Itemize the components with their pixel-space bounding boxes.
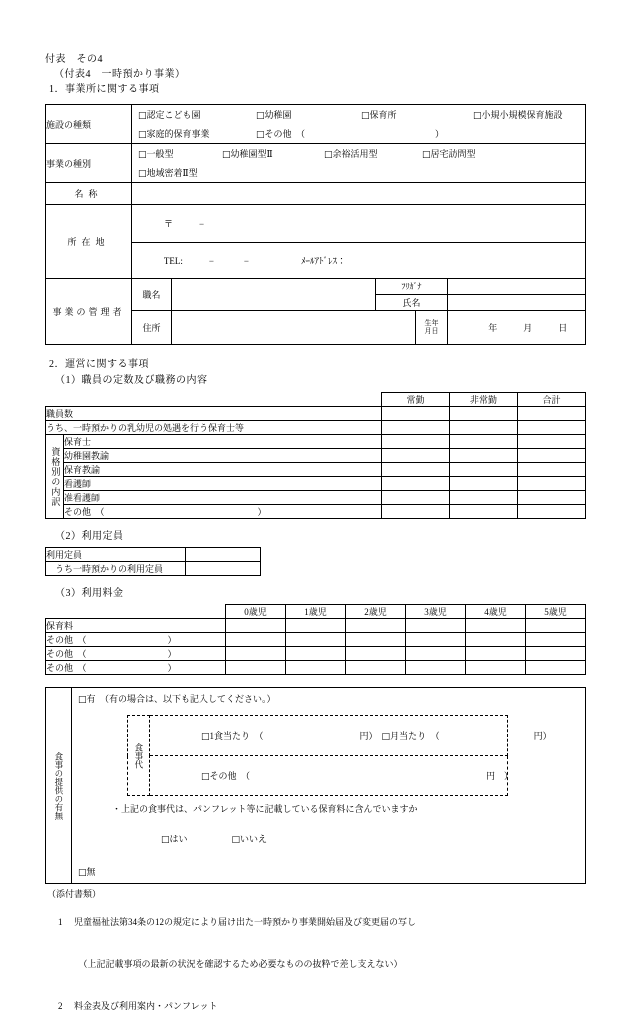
breakdown-label-kangoshi: 看護師 — [64, 477, 382, 491]
section-2-sub-3: （3）利用料金 — [55, 588, 124, 599]
breakdown-cell-parttime[interactable] — [450, 435, 518, 449]
checkbox-business-kyotakuhoumon[interactable]: □居宅訪問型 — [422, 149, 476, 160]
table-row — [46, 505, 586, 519]
manager-label: 事業の管理者 — [46, 279, 132, 345]
table-row — [46, 491, 586, 505]
checkbox-icon: □ — [422, 150, 431, 160]
birth-date-label: 生年 月日 — [416, 311, 448, 345]
checkbox-facility-hoikusho[interactable]: □保育所 — [361, 110, 397, 121]
meal-vertical-label: 食事の提供の有無 — [46, 688, 72, 884]
attachment-item-2 — [45, 985, 585, 1027]
meal-fee-vertical-label: 食事代 — [128, 716, 150, 796]
breakdown-cell-total[interactable] — [518, 491, 586, 505]
meal-fee-other-cell — [150, 756, 514, 796]
fee-cell-age3[interactable] — [406, 647, 466, 661]
fee-cell-age0[interactable] — [226, 633, 286, 647]
postal-mark: 〒 — [164, 219, 174, 229]
breakdown-cell-total[interactable] — [518, 435, 586, 449]
staff-table — [45, 392, 586, 519]
fee-cell-age4[interactable] — [466, 619, 526, 633]
checkbox-icon: □ — [361, 111, 370, 121]
fee-col-age3: 3歳児 — [406, 605, 466, 619]
section-2-sub-1: （1）職員の定数及び職務の内容 — [55, 375, 208, 386]
table-row — [46, 548, 261, 562]
fee-cell-age5[interactable] — [526, 633, 586, 647]
fee-col-age0: 0歳児 — [226, 605, 286, 619]
fee-cell-age3[interactable] — [406, 661, 466, 675]
fee-cell-age1[interactable] — [286, 619, 346, 633]
checkbox-facility-kateiteki[interactable]: □家庭的保育事業 — [138, 129, 210, 140]
meal-fee-other-unit: 円 ） — [486, 771, 514, 781]
checkbox-business-yoyuukatsuyou[interactable]: □余裕活用型 — [324, 149, 378, 160]
fee-cell-age0[interactable] — [226, 661, 286, 675]
fee-cell-age2[interactable] — [346, 619, 406, 633]
table-row — [46, 421, 586, 435]
fee-cell-age0[interactable] — [226, 619, 286, 633]
staff-cell-parttime[interactable] — [450, 407, 518, 421]
name-label: 名称 — [46, 183, 132, 205]
meal-fee-inner-table — [127, 715, 552, 796]
table-row-manager-postname — [46, 279, 586, 295]
staff-table-header-row — [46, 393, 586, 407]
per-meal-unit: 円） — [359, 731, 378, 741]
form-header-line1: 付表 その4 — [45, 54, 103, 65]
fee-row-label-other-2: その他 （ ） — [46, 647, 226, 661]
checkbox-icon: □ — [138, 169, 147, 179]
breakdown-cell-total[interactable] — [518, 505, 586, 519]
breakdown-cell-parttime[interactable] — [450, 463, 518, 477]
staff-col-total: 合計 — [518, 393, 586, 407]
furigana-value[interactable] — [448, 279, 586, 295]
staff-cell-fulltime[interactable] — [382, 407, 450, 421]
postal-dash: − — [199, 219, 205, 229]
mail-label: ﾒｰﾙｱﾄﾞﾚｽ： — [301, 256, 347, 266]
staff-cell-parttime[interactable] — [450, 421, 518, 435]
fee-cell-age2[interactable] — [346, 633, 406, 647]
fee-cell-age3[interactable] — [406, 619, 466, 633]
checkbox-icon: □ — [473, 111, 482, 121]
capacity-value-total[interactable] — [186, 548, 261, 562]
attachment-item-1-note — [45, 943, 585, 985]
breakdown-cell-total[interactable] — [518, 477, 586, 491]
breakdown-cell-fulltime[interactable] — [382, 435, 450, 449]
birth-date-value[interactable] — [448, 311, 586, 345]
breakdown-cell-fulltime[interactable] — [382, 491, 450, 505]
table-row — [46, 477, 586, 491]
checkbox-icon: □ — [324, 150, 333, 160]
post-name-value[interactable] — [172, 279, 376, 311]
breakdown-cell-fulltime[interactable] — [382, 505, 450, 519]
capacity-table — [45, 547, 261, 576]
checkbox-icon: □ — [222, 150, 231, 160]
facility-info-table — [45, 104, 586, 345]
attachment-text-2: 料金表及び利用案内・パンフレット — [74, 1001, 218, 1011]
checkbox-facility-shokibo[interactable]: □小規小規模保育施設 — [473, 110, 563, 121]
facility-other-close-paren: ） — [435, 129, 445, 139]
checkbox-meal-no[interactable]: □無 — [78, 867, 96, 878]
table-row — [46, 647, 586, 661]
checkbox-business-youchien2[interactable]: □幼稚園型Ⅱ — [222, 149, 273, 160]
fee-row-label-hoikuryou: 保育料 — [46, 619, 226, 633]
table-row-facility-type — [46, 105, 586, 125]
table-row-address — [46, 205, 586, 243]
table-row — [46, 661, 586, 675]
capacity-label-temporary: うち一時預かりの利用定員 — [46, 562, 186, 576]
fee-table — [45, 604, 586, 675]
checkbox-icon: □ — [78, 695, 87, 705]
staff-cell-total[interactable] — [518, 421, 586, 435]
breakdown-cell-fulltime[interactable] — [382, 449, 450, 463]
fee-cell-age4[interactable] — [466, 647, 526, 661]
meal-provision-table — [45, 687, 586, 884]
staff-cell-fulltime[interactable] — [382, 421, 450, 435]
section-2-sub-2: （2）利用定員 — [55, 531, 124, 542]
checkbox-facility-youchien[interactable]: □幼稚園 — [256, 110, 292, 121]
fee-cell-age5[interactable] — [526, 619, 586, 633]
breakdown-cell-parttime[interactable] — [450, 505, 518, 519]
capacity-label-total: 利用定員 — [46, 548, 186, 562]
address-value-cell[interactable] — [132, 205, 586, 243]
fee-row-label-other-1: その他 （ ） — [46, 633, 226, 647]
checkbox-icon: □ — [201, 732, 210, 742]
table-row — [46, 407, 586, 421]
name-value[interactable] — [132, 183, 586, 205]
breakdown-cell-total[interactable] — [518, 463, 586, 477]
fee-cell-age5[interactable] — [526, 661, 586, 675]
breakdown-label-other: その他 （ ） — [64, 505, 382, 519]
birth-month-unit: 月 — [523, 323, 533, 333]
breakdown-cell-parttime[interactable] — [450, 477, 518, 491]
business-type-options-row2-cell — [132, 163, 586, 183]
name-kanji-value[interactable] — [448, 295, 586, 311]
table-row — [46, 619, 586, 633]
table-row — [46, 633, 586, 647]
staff-cell-total[interactable] — [518, 407, 586, 421]
section-2-title: 2．運営に関する事項 — [49, 359, 149, 370]
meal-included-choice-group — [72, 815, 585, 861]
breakdown-cell-fulltime[interactable] — [382, 463, 450, 477]
fee-col-age2: 2歳児 — [346, 605, 406, 619]
staff-col-fulltime: 常勤 — [382, 393, 450, 407]
checkbox-icon: □ — [138, 130, 147, 140]
fee-cell-age0[interactable] — [226, 647, 286, 661]
name-kanji-label: 氏名 — [376, 295, 448, 311]
fee-cell-age2[interactable] — [346, 647, 406, 661]
address-label: 所在地 — [46, 205, 132, 279]
table-row — [46, 562, 261, 576]
table-row-name — [46, 183, 586, 205]
checkbox-business-chiikimicchaku2[interactable]: □地域密着Ⅱ型 — [138, 168, 198, 179]
facility-type-options-row2-cell — [132, 124, 586, 144]
breakdown-label-youchien-kyouyu: 幼稚園教諭 — [64, 449, 382, 463]
checkbox-icon: □ — [256, 111, 265, 121]
checkbox-facility-ninteikodomoen[interactable]: □認定こども園 — [138, 110, 201, 121]
table-row — [46, 449, 586, 463]
fee-row-label-other-3: その他 （ ） — [46, 661, 226, 675]
staff-col-parttime: 非常勤 — [450, 393, 518, 407]
business-type-label: 事業の種別 — [46, 144, 132, 183]
checkbox-icon: □ — [201, 772, 210, 782]
meal-fee-per-meal-cell — [150, 716, 552, 756]
fee-cell-age1[interactable] — [286, 647, 346, 661]
meal-fee-row-2 — [128, 756, 508, 796]
tel-mail-cell[interactable] — [132, 243, 586, 279]
residence-value[interactable] — [172, 311, 416, 345]
fee-cell-age1[interactable] — [286, 633, 346, 647]
attachment-text-1: 児童福祉法第34条の12の規定により届け出た一時預かり事業開始届及び変更届の写し — [74, 917, 417, 927]
table-row-business-type — [46, 144, 586, 164]
fee-cell-age2[interactable] — [346, 661, 406, 675]
breakdown-label-hoikushi: 保育士 — [64, 435, 382, 449]
facility-type-options-row1-cell — [132, 105, 586, 125]
tel-dash-2: − — [243, 256, 249, 266]
tel-label: TEL: — [163, 256, 183, 266]
checkbox-icon: □ — [381, 732, 391, 742]
breakdown-cell-parttime[interactable] — [450, 449, 518, 463]
business-type-options-row1-cell — [132, 144, 586, 164]
checkbox-icon: □ — [138, 111, 147, 121]
checkbox-meal-included-no[interactable]: □いいえ — [231, 834, 268, 845]
fee-cell-age5[interactable] — [526, 647, 586, 661]
breakdown-cell-parttime[interactable] — [450, 491, 518, 505]
form-header-line2: （付表4 一時預かり事業） — [54, 69, 186, 80]
breakdown-vertical-label: 資格別の内訳 — [46, 435, 64, 519]
per-month-unit: 円） — [533, 731, 552, 741]
tel-dash-1: − — [208, 256, 214, 266]
meal-content-cell — [72, 688, 586, 884]
furigana-label: ﾌﾘｶﾞﾅ — [376, 279, 448, 295]
meal-fee-row-1 — [128, 716, 508, 756]
attachment-item-1 — [45, 901, 585, 943]
breakdown-label-junkangoshi: 准看護師 — [64, 491, 382, 505]
checkbox-icon: □ — [161, 835, 170, 845]
checkbox-per-month[interactable]: □月当たり （ — [381, 731, 440, 742]
attachment-number-1: 1 — [58, 917, 63, 927]
fee-cell-age1[interactable] — [286, 661, 346, 675]
breakdown-cell-total[interactable] — [518, 449, 586, 463]
breakdown-label-hoiku-kyouyu: 保育教諭 — [64, 463, 382, 477]
staff-row-label-total-staff: 職員数 — [46, 407, 382, 421]
table-row — [46, 435, 586, 449]
post-name-label: 職名 — [132, 279, 172, 311]
checkbox-icon: □ — [256, 130, 265, 140]
birth-day-unit: 日 — [558, 323, 568, 333]
section-1-title: 1．事業所に関する事項 — [49, 84, 160, 95]
fee-cell-age3[interactable] — [406, 633, 466, 647]
form-body — [45, 52, 585, 1027]
fee-col-age1: 1歳児 — [286, 605, 346, 619]
meal-fee-note: ・上記の食事代は、パンフレット等に記載している保育料に含んでいますか — [112, 804, 418, 814]
checkbox-icon: □ — [78, 868, 87, 878]
checkbox-business-ippan[interactable]: □一般型 — [138, 149, 174, 160]
fee-col-age4: 4歳児 — [466, 605, 526, 619]
meal-provision-row — [46, 688, 586, 884]
checkbox-meal-yes[interactable]: □有 （有の場合は、以下も記入してください。） — [78, 694, 276, 705]
fee-table-header-row — [46, 605, 586, 619]
table-row — [46, 463, 586, 477]
checkbox-meal-fee-other[interactable]: □その他 （ — [201, 771, 251, 782]
fee-cell-age4[interactable] — [466, 661, 526, 675]
capacity-value-temporary[interactable] — [186, 562, 261, 576]
fee-col-age5: 5歳児 — [526, 605, 586, 619]
facility-type-label: 施設の種類 — [46, 105, 132, 144]
birth-year-unit: 年 — [488, 323, 498, 333]
attachment-text-1-note: （上記記載事項の最新の状況を確認するため必要なものの抜粋で差し支えない） — [74, 959, 403, 969]
checkbox-facility-other[interactable]: □その他 （ — [256, 129, 306, 140]
checkbox-per-meal[interactable]: □1食当たり （ — [201, 731, 264, 742]
breakdown-cell-fulltime[interactable] — [382, 477, 450, 491]
attachment-number-2: 2 — [58, 1001, 63, 1011]
checkbox-meal-included-yes[interactable]: □はい — [161, 834, 188, 845]
staff-row-label-temporary-care: うち、一時預かりの乳幼児の処遇を行う保育士等 — [46, 421, 382, 435]
checkbox-icon: □ — [138, 150, 147, 160]
checkbox-icon: □ — [231, 835, 241, 845]
fee-cell-age4[interactable] — [466, 633, 526, 647]
residence-label: 住所 — [132, 311, 172, 345]
attachments-title: （添付書類） — [47, 889, 102, 899]
